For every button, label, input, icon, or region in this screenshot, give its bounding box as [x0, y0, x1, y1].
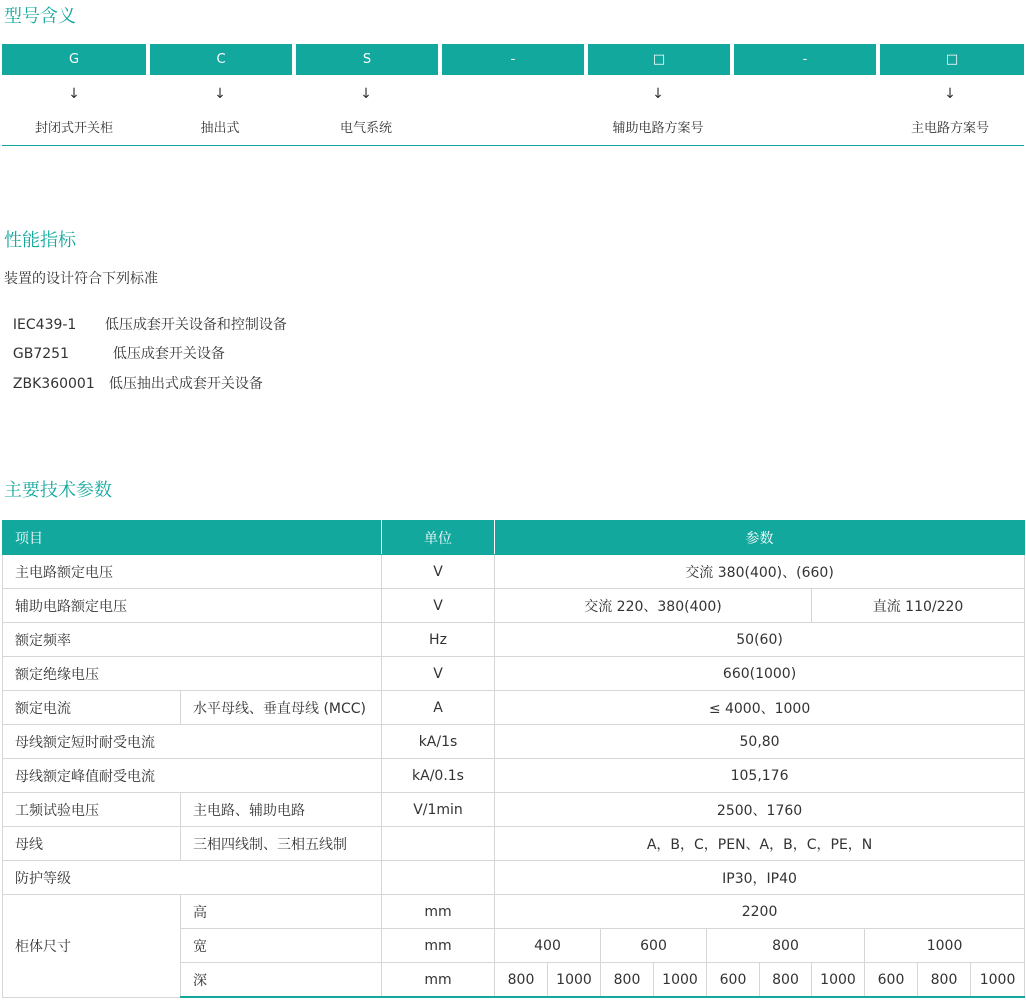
model-code-c: C: [150, 44, 292, 75]
table-row: [3, 691, 1025, 725]
row-unit: V/1min: [382, 793, 495, 827]
standard-item: [4, 357, 263, 393]
row-sub: 水平母线、垂直母线 (MCC): [181, 691, 382, 725]
depth-value: 1000: [812, 963, 865, 998]
model-code-s: S: [296, 44, 438, 75]
model-code-aux-scheme: □: [588, 44, 730, 75]
row-sub-width: 宽: [181, 929, 382, 963]
arrow-down-icon: ↓: [944, 86, 956, 102]
model-code-dash-2: -: [734, 44, 876, 75]
arrow-down-icon: ↓: [652, 86, 664, 102]
row-value: 105,176: [495, 759, 1025, 793]
row-unit: [382, 827, 495, 861]
row-unit: mm: [382, 929, 495, 963]
model-label-main-scheme: 主电路方案号: [910, 121, 989, 136]
table-row: [3, 725, 1025, 759]
row-unit: mm: [382, 963, 495, 998]
depth-value: 800: [760, 963, 812, 998]
row-sub: 主电路、辅助电路: [181, 793, 382, 827]
row-item: 额定绝缘电压: [3, 657, 382, 691]
row-unit: V: [382, 657, 495, 691]
depth-value: 1000: [971, 963, 1025, 998]
row-unit: kA/1s: [382, 725, 495, 759]
row-item: 母线额定峰值耐受电流: [3, 759, 382, 793]
depth-value: 800: [918, 963, 971, 998]
table-row: [3, 657, 1025, 691]
row-value: ≤ 4000、1000: [495, 691, 1025, 725]
row-item: 母线额定短时耐受电流: [3, 725, 382, 759]
standard-name: 低压抽出式成套开关设备: [108, 376, 263, 392]
row-value: 2200: [495, 895, 1025, 929]
row-value-ac: 交流 220、380(400): [495, 589, 812, 623]
row-unit: V: [382, 589, 495, 623]
width-value: 800: [707, 929, 865, 963]
model-code-g: G: [2, 44, 146, 75]
model-label-enclosed: 封闭式开关柜: [34, 121, 113, 136]
arrow-down-icon: ↓: [214, 86, 226, 102]
standards-intro: 装置的设计符合下列标准: [4, 271, 158, 287]
row-unit: [382, 861, 495, 895]
row-value: 660(1000): [495, 657, 1025, 691]
table-header-row: [3, 521, 1025, 555]
model-code-main-scheme: □: [880, 44, 1024, 75]
row-sub-depth: 深: [181, 963, 382, 998]
header-param: 参数: [495, 521, 1025, 555]
header-unit: 单位: [382, 521, 495, 555]
table-row: [3, 623, 1025, 657]
parameters-title: 主要技术参数: [4, 480, 112, 501]
model-meaning-title: 型号含义: [4, 6, 76, 27]
row-value-dc: 直流 110/220: [812, 589, 1025, 623]
row-sub: 三相四线制、三相五线制: [181, 827, 382, 861]
row-value: 50(60): [495, 623, 1025, 657]
row-item: 主电路额定电压: [3, 555, 382, 589]
row-value: 交流 380(400)、(660): [495, 555, 1025, 589]
row-value: IP30，IP40: [495, 861, 1025, 895]
depth-value: 600: [707, 963, 760, 998]
row-value: 50,80: [495, 725, 1025, 759]
row-item: 额定电流: [3, 691, 181, 725]
model-code-row: [2, 44, 1024, 75]
standard-code: IEC439-1: [12, 317, 77, 333]
table-row: [3, 589, 1025, 623]
model-label-electric: 电气系统: [339, 121, 392, 136]
row-value: A，B，C，PEN、A，B，C，PE，N: [495, 827, 1025, 861]
row-item: 额定频率: [3, 623, 382, 657]
row-unit: mm: [382, 895, 495, 929]
performance-title: 性能指标: [4, 230, 76, 251]
row-unit: Hz: [382, 623, 495, 657]
row-unit: kA/0.1s: [382, 759, 495, 793]
row-unit: A: [382, 691, 495, 725]
depth-value: 1000: [654, 963, 707, 998]
header-item: 项目: [3, 521, 382, 555]
table-row: [3, 827, 1025, 861]
depth-value: 1000: [548, 963, 601, 998]
row-unit: V: [382, 555, 495, 589]
depth-value: 800: [601, 963, 654, 998]
model-label-drawout: 抽出式: [200, 121, 240, 136]
width-value: 400: [495, 929, 601, 963]
row-item: 防护等级: [3, 861, 382, 895]
width-value: 600: [601, 929, 707, 963]
row-item: 辅助电路额定电压: [3, 589, 382, 623]
standard-code: GB7251: [12, 346, 69, 362]
arrow-down-icon: ↓: [68, 86, 80, 102]
table-row: [3, 895, 1025, 929]
table-row: [3, 861, 1025, 895]
table-row: [3, 759, 1025, 793]
parameters-table: [2, 520, 1025, 998]
standard-name: 低压成套开关设备和控制设备: [104, 317, 287, 333]
row-value: 2500、1760: [495, 793, 1025, 827]
standard-name: 低压成套开关设备: [112, 346, 225, 362]
width-value: 1000: [865, 929, 1025, 963]
standard-code: ZBK360001: [12, 376, 95, 392]
table-row: [3, 555, 1025, 589]
row-item-cabinet: 柜体尺寸: [3, 895, 181, 998]
depth-value: 600: [865, 963, 918, 998]
row-item: 母线: [3, 827, 181, 861]
model-label-aux-scheme: 辅助电路方案号: [612, 121, 704, 136]
model-code-dash-1: -: [442, 44, 584, 75]
divider: [2, 145, 1024, 146]
row-sub-height: 高: [181, 895, 382, 929]
row-item: 工频试验电压: [3, 793, 181, 827]
table-row: [3, 793, 1025, 827]
arrow-down-icon: ↓: [360, 86, 372, 102]
depth-value: 800: [495, 963, 548, 998]
